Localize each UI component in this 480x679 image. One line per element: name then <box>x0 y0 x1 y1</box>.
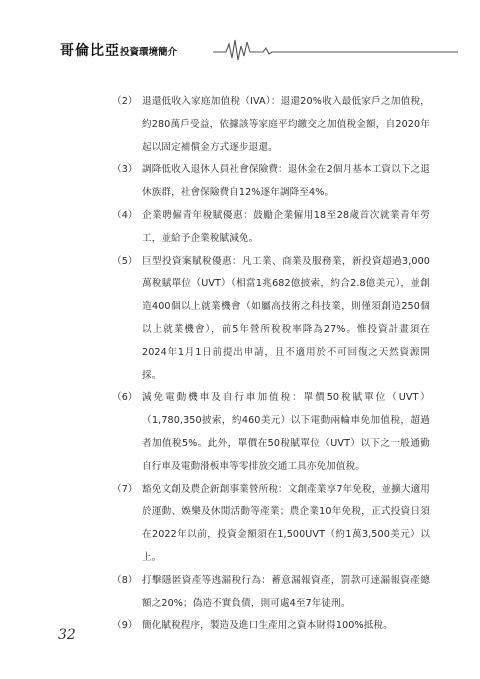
item-text: 巨型投資案賦稅優惠：凡工業、商業及服務業，新投資超過3,000萬稅賦單位（UVT）（相當1兆682億披索，約合2.8億美元），並創造400個以上就業機會（如屬高技術之科技業，則僅須創造250個以上就業機會），前5年營所稅稅率降為27%。惟投資計畫須在2024年1月1日前提出申請，且不適用於不可回復之天然資源開採。 <box>142 255 430 381</box>
header-title-main: 哥倫比亞 <box>60 43 120 59</box>
list-item <box>112 570 430 616</box>
running-header <box>48 36 458 62</box>
list-item <box>112 479 430 570</box>
item-text: 簡化賦稅程序，製造及進口生產用之資本財得100%抵稅。 <box>142 620 393 632</box>
header-title-sub: 投資環境簡介 <box>120 47 178 58</box>
list-item <box>112 205 430 251</box>
list-item <box>112 91 430 159</box>
item-text: 減免電動機車及自行車加值稅：單價50稅賦單位（UVT）（1,780,350披索，約460美元）以下電動兩輪車免加值稅，超過者加值稅5%。此外，單價在50稅賦單位（UVT）以下之一般通勤自行車及電動滑板車等零排放交通工具亦免加值稅。 <box>142 392 430 472</box>
list-item <box>112 159 430 205</box>
item-number: （8） <box>112 574 138 586</box>
item-text: 打擊隱匿資產等逃漏稅行為：蓄意漏報資產，罰款可達漏報資產總額之20%；偽造不實負債，則可處4至7年徒刑。 <box>142 574 430 609</box>
item-number: （9） <box>112 620 138 632</box>
item-number: （2） <box>112 96 138 107</box>
header-title <box>60 40 177 60</box>
item-number: （3） <box>112 164 138 176</box>
list-item <box>112 251 430 388</box>
item-text: 調降低收入退休人員社會保險費：退休金在2個月基本工資以下之退休族群，社會保險費自12%逐年調降至4%。 <box>142 164 430 199</box>
item-number: （7） <box>112 483 138 495</box>
page-number: 32 <box>58 627 76 643</box>
item-number: （4） <box>112 209 138 221</box>
item-text: 豁免文創及農企新創事業營所稅：文創產業享7年免稅，並擴大適用於運動、娛樂及休閒活動等產業；農企業10年免稅，正式投資日須在2022年以前，投資金額須在1,500UVT（約1萬3,500美元）以上。 <box>142 483 430 563</box>
item-number: （5） <box>112 255 138 267</box>
item-text: 企業聘僱青年稅賦優惠：鼓勵企業僱用18至28歲首次就業青年勞工，並給予企業稅賦減免。 <box>142 209 430 244</box>
item-number: （6） <box>112 392 138 404</box>
item-text: 退還低收入家庭加值稅（IVA）：退還20%收入最低家戶之加值稅，約280萬戶受益，依據該等家庭平均繳交之加值稅金額，自2020年起以固定補償金方式逐步退還。 <box>142 96 430 153</box>
list-item <box>112 615 430 638</box>
policy-list <box>112 91 430 638</box>
list-item <box>112 387 430 478</box>
